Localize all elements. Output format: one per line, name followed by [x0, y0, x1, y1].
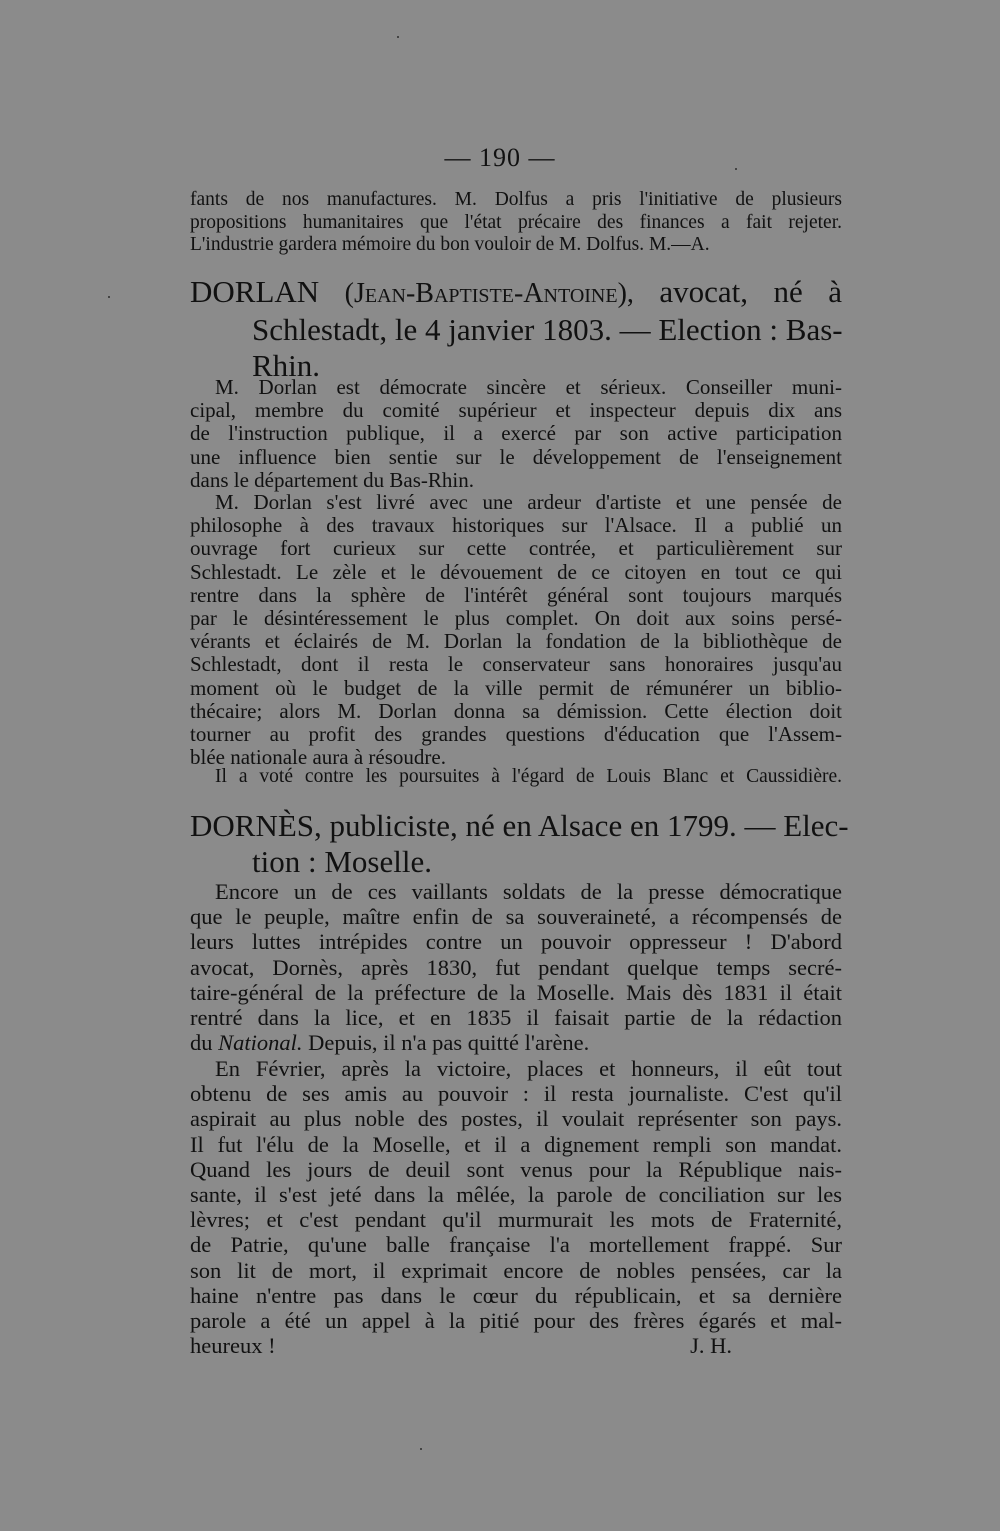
dorlan-p2-line: thécaire; alors M. Dorlan donna sa démission. Cette élection doit — [190, 698, 842, 723]
dornes-p2-line: son lit de mort, il exprimait encore de nobles pensées, car la — [190, 1257, 842, 1283]
dorlan-p1-line: M. Dorlan est démocrate sincère et sérieux. Conseiller muni- — [215, 375, 842, 399]
dornes-p1-line: taire-général de la préfecture de la Moselle. Mais dès 1831 il était — [190, 979, 842, 1005]
dornes-p2-line: parole a été un appel à la pitié pour des frères égarés et mal- — [190, 1308, 842, 1334]
dornes-p2-line: sante, il s'est jeté dans la mêlée, la parole de conciliation sur les — [190, 1182, 842, 1208]
dorlan-heading-line-3: Rhin. — [252, 348, 321, 383]
dorlan-heading-line-1 — [190, 274, 842, 312]
dornes-p2-last-line — [190, 1333, 842, 1358]
intro-paragraph — [190, 189, 842, 257]
dorlan-p2-line: rentre dans la sphère de l'intérêt général sont toujours marqués — [190, 582, 842, 607]
dorlan-p2-line: par le désintéressement le plus complet. On doit aux soins persé- — [190, 606, 842, 631]
dorlan-p2-line: moment où le budget de la ville permit de rémunérer un biblio- — [190, 675, 842, 700]
dorlan-paragraph-2 — [190, 491, 842, 769]
dorlan-p2-line: vérants et éclairés de M. Dorlan la fondation de la bibliothèque de — [190, 629, 842, 654]
dornes-p1-line: que le peuple, maître enfin de sa souveraineté, a récompensés de — [190, 904, 842, 930]
intro-line: fants de nos manufactures. M. Dolfus a pris l'initiative de plusieurs — [190, 189, 842, 210]
dorlan-p1-line: une influence bien sentie sur le développement de l'enseignement — [190, 444, 842, 469]
dornes-p1-line: rentré dans la lice, et en 1835 il faisait partie de la rédaction — [190, 1005, 842, 1031]
dornes-p1-prefix: du — [190, 1030, 213, 1056]
dornes-p2-last-text: heureux ! — [190, 1333, 276, 1359]
dornes-p2-line: Il fut l'élu de la Moselle, et il a dignement rempli son mandat. — [190, 1131, 842, 1157]
dornes-p2-line: aspirait au plus noble des postes, il voulait représenter son pays. — [190, 1106, 842, 1132]
dorlan-heading-line-2: Schlestadt, le 4 janvier 1803. — Election : Bas- — [252, 312, 843, 347]
dorlan-p2-line: blée nationale aura à résoudre. — [190, 745, 446, 770]
dorlan-given-names: (Jean-Baptiste-Antoine), — [344, 278, 634, 309]
dornes-heading — [190, 808, 849, 880]
dornes-p2-line: haine n'entre pas dans le cœur du républicain, et sa dernière — [190, 1282, 842, 1308]
intro-line: L'industrie gardera mémoire du bon vouloir de M. Dolfus. M.—A. — [190, 234, 710, 255]
author-signature: J. H. — [690, 1333, 732, 1359]
dornes-heading-line-1: DORNÈS, publiciste, né en Alsace en 1799. — Elec- — [190, 808, 849, 843]
dorlan-p2-line: philosophe à des travaux historiques sur l'Alsace. Il a publié un — [190, 513, 842, 538]
dornes-p1-last-line — [190, 1030, 842, 1055]
dorlan-p2-line: tourner au profit des grandes questions d'éducation que l'Assem- — [190, 722, 842, 747]
dorlan-p1-line: de l'instruction publique, il a exercé par son active participation — [190, 421, 842, 446]
dorlan-p3-line: Il a voté contre les poursuites à l'égard de Louis Blanc et Caussidière. — [215, 766, 842, 787]
scan-speck — [735, 168, 737, 170]
page-number: — 190 — — [444, 143, 556, 172]
dorlan-p2-line: M. Dorlan s'est livré avec une ardeur d'artiste et une pensée de — [215, 490, 842, 514]
dornes-p2-line: obtenu de ses amis au pouvoir : il resta journaliste. C'est qu'il — [190, 1081, 842, 1107]
dornes-heading-line-2: tion : Moselle. — [252, 844, 432, 879]
national-newspaper-title: National. — [218, 1030, 303, 1056]
dornes-p1-line: Encore un de ces vaillants soldats de la presse démocratique — [215, 879, 842, 904]
dornes-paragraph-1 — [190, 879, 842, 1055]
dornes-paragraph-2 — [190, 1056, 842, 1358]
scan-speck — [397, 36, 399, 38]
dornes-p2-line: lèvres; et c'est pendant qu'il murmurait les mots de Fraternité, — [190, 1207, 842, 1233]
dornes-p2-line: Quand les jours de deuil sont venus pour la République nais- — [190, 1156, 842, 1182]
dorlan-p1-line: cipal, membre du comité supérieur et inspecteur depuis dix ans — [190, 398, 842, 423]
dornes-p2-line: de Patrie, qu'une balle française l'a mortellement frappé. Sur — [190, 1232, 842, 1258]
scan-speck — [108, 296, 110, 298]
dorlan-heading — [190, 274, 842, 384]
dorlan-paragraph-1 — [190, 376, 842, 492]
dorlan-p1-line: dans le département du Bas-Rhin. — [190, 467, 475, 492]
dorlan-p2-line: ouvrage fort curieux sur cette contrée, et particulièrement sur — [190, 536, 842, 561]
dornes-p1-suffix: Depuis, il n'a pas quitté l'arène. — [308, 1030, 590, 1056]
dorlan-paragraph-3 — [190, 766, 842, 789]
dornes-p1-line: leurs luttes intrépides contre un pouvoir oppresseur ! D'abord — [190, 929, 842, 955]
intro-line: propositions humanitaires que l'état précaire des finances a fait rejeter. — [190, 211, 842, 233]
dornes-p1-line: avocat, Dornès, après 1830, fut pendant quelque temps secré- — [190, 954, 842, 980]
scan-speck — [420, 1448, 422, 1450]
dornes-p2-line: En Février, après la victoire, places et honneurs, il eût tout — [215, 1056, 842, 1081]
dorlan-p2-line: Schlestadt, dont il resta le conservateur sans honoraires jusqu'au — [190, 652, 842, 677]
dorlan-p2-line: Schlestadt. Le zèle et le dévouement de ce citoyen en tout ce qui — [190, 559, 842, 584]
dorlan-profession: avocat, né à — [659, 274, 843, 309]
dorlan-name: DORLAN — [190, 274, 320, 309]
